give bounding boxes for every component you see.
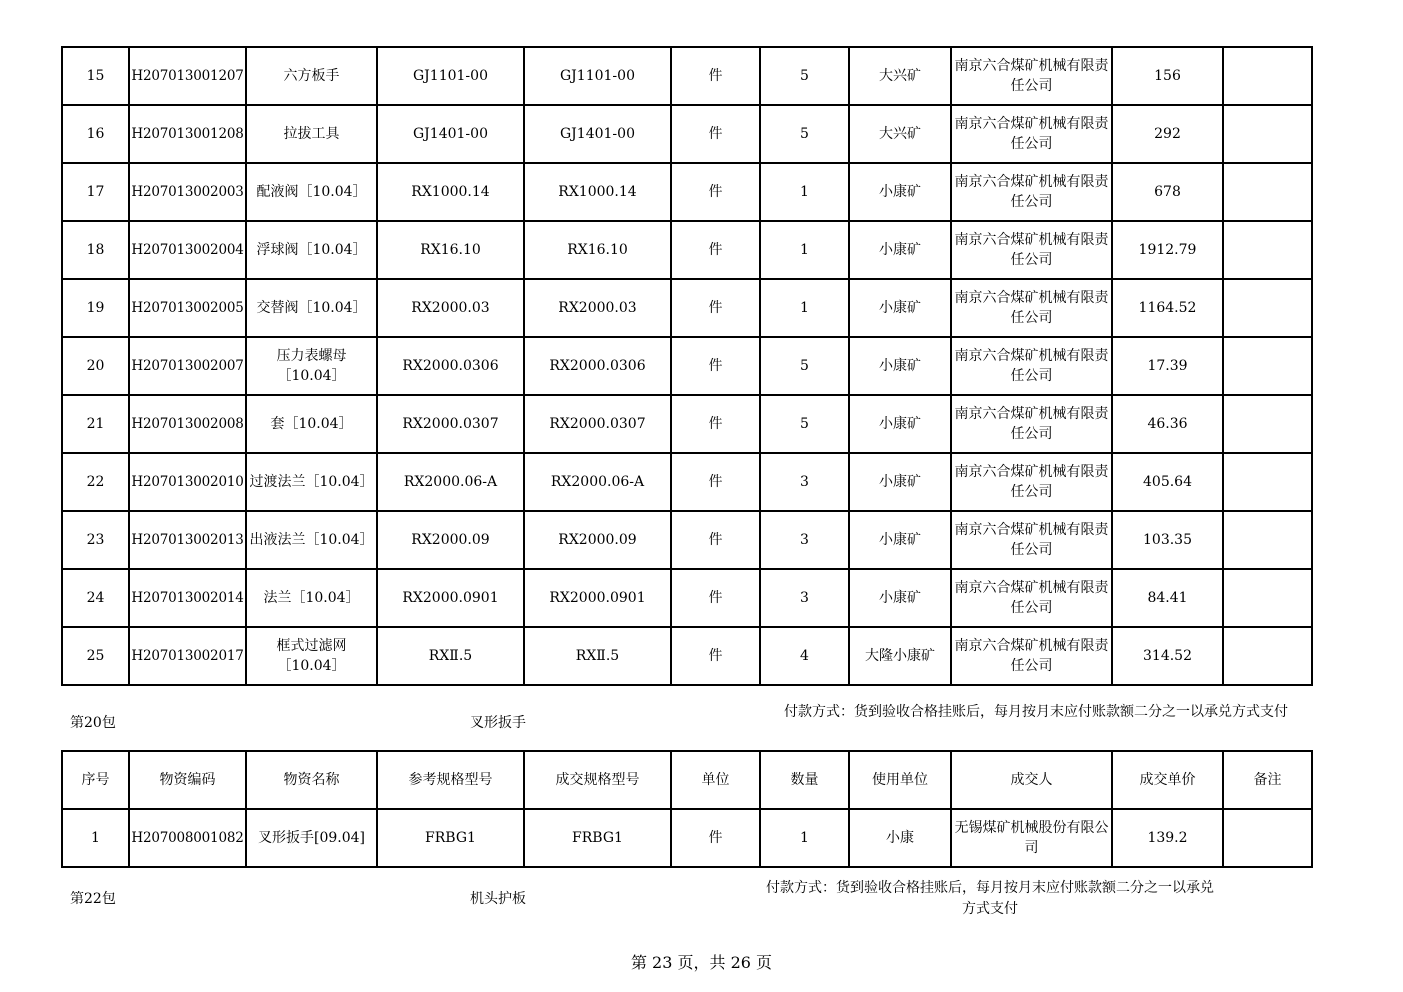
- cell-unit: 件: [671, 395, 760, 453]
- cell-user: 小康矿: [849, 453, 951, 511]
- cell-name: 六方板手: [246, 47, 377, 105]
- cell-code: H207013002008: [129, 395, 246, 453]
- table-row: [62, 337, 1312, 395]
- cell-code: H207013002010: [129, 453, 246, 511]
- header-qty: 数量: [760, 751, 849, 809]
- cell-deal-spec: RXⅡ.5: [524, 627, 671, 685]
- cell-user: 小康矿: [849, 511, 951, 569]
- cell-no: 21: [62, 395, 129, 453]
- cell-no: 19: [62, 279, 129, 337]
- cell-qty: 3: [760, 511, 849, 569]
- cell-deal-spec: GJ1401-00: [524, 105, 671, 163]
- cell-qty: 5: [760, 105, 849, 163]
- cell-name: 拉拔工具: [246, 105, 377, 163]
- cell-no: 17: [62, 163, 129, 221]
- payment-terms: 付款方式：货到验收合格挂账后，每月按月末应付账款额二分之一以承兑方式支付: [784, 704, 1288, 720]
- cell-ref-spec: RX2000.0307: [377, 395, 524, 453]
- cell-remark: [1223, 395, 1312, 453]
- cell-code: H207013002017: [129, 627, 246, 685]
- package-name: 叉形扳手: [470, 715, 526, 731]
- table-row: [62, 279, 1312, 337]
- cell-user: 小康矿: [849, 395, 951, 453]
- cell-qty: 5: [760, 47, 849, 105]
- cell-qty: 5: [760, 395, 849, 453]
- cell-deal-spec: RX2000.09: [524, 511, 671, 569]
- cell-price: 1164.52: [1112, 279, 1223, 337]
- cell-qty: 3: [760, 453, 849, 511]
- cell-deal-spec: RX1000.14: [524, 163, 671, 221]
- header-price: 成交单价: [1112, 751, 1223, 809]
- cell-code: H207013002004: [129, 221, 246, 279]
- table-row: [62, 627, 1312, 685]
- cell-price: 1912.79: [1112, 221, 1223, 279]
- cell-price: 84.41: [1112, 569, 1223, 627]
- cell-user: 大隆小康矿: [849, 627, 951, 685]
- cell-deal-spec: RX16.10: [524, 221, 671, 279]
- cell-dealer: 南京六合煤矿机械有限责任公司: [951, 221, 1112, 279]
- cell-user: 小康矿: [849, 337, 951, 395]
- cell-deal-spec: RX2000.0306: [524, 337, 671, 395]
- cell-dealer: 南京六合煤矿机械有限责任公司: [951, 47, 1112, 105]
- cell-unit: 件: [671, 627, 760, 685]
- cell-remark: [1223, 453, 1312, 511]
- cell-no: 18: [62, 221, 129, 279]
- cell-no: 23: [62, 511, 129, 569]
- cell-price: 156: [1112, 47, 1223, 105]
- cell-ref-spec: RX16.10: [377, 221, 524, 279]
- table-header-row: [62, 751, 1312, 809]
- cell-remark: [1223, 47, 1312, 105]
- cell-code: H207013002007: [129, 337, 246, 395]
- table-row: [62, 163, 1312, 221]
- header-name: 物资名称: [246, 751, 377, 809]
- cell-unit: 件: [671, 221, 760, 279]
- table-row: [62, 569, 1312, 627]
- cell-price: 292: [1112, 105, 1223, 163]
- cell-name: 交替阀［10.04］: [246, 279, 377, 337]
- header-deal-spec: 成交规格型号: [524, 751, 671, 809]
- cell-unit: 件: [671, 279, 760, 337]
- cell-qty: 1: [760, 163, 849, 221]
- cell-dealer: 南京六合煤矿机械有限责任公司: [951, 395, 1112, 453]
- payment-terms: 付款方式：货到验收合格挂账后，每月按月末应付账款额二分之一以承兑方式支付: [766, 880, 1214, 917]
- cell-no: 20: [62, 337, 129, 395]
- cell-deal-spec: RX2000.0901: [524, 569, 671, 627]
- header-ref-spec: 参考规格型号: [377, 751, 524, 809]
- cell-remark: [1223, 163, 1312, 221]
- cell-ref-spec: RX2000.0306: [377, 337, 524, 395]
- cell-ref-spec: RX2000.03: [377, 279, 524, 337]
- header-unit: 单位: [671, 751, 760, 809]
- cell-price: 17.39: [1112, 337, 1223, 395]
- cell-unit: 件: [671, 511, 760, 569]
- cell-remark: [1223, 809, 1312, 867]
- cell-deal-spec: GJ1101-00: [524, 47, 671, 105]
- cell-name: 浮球阀［10.04］: [246, 221, 377, 279]
- cell-user: 小康矿: [849, 221, 951, 279]
- cell-unit: 件: [671, 163, 760, 221]
- cell-user: 大兴矿: [849, 105, 951, 163]
- cell-qty: 1: [760, 809, 849, 867]
- cell-price: 314.52: [1112, 627, 1223, 685]
- cell-ref-spec: RX2000.06-A: [377, 453, 524, 511]
- cell-no: 15: [62, 47, 129, 105]
- cell-qty: 5: [760, 337, 849, 395]
- cell-deal-spec: RX2000.0307: [524, 395, 671, 453]
- cell-ref-spec: FRBG1: [377, 809, 524, 867]
- cell-dealer: 南京六合煤矿机械有限责任公司: [951, 569, 1112, 627]
- cell-name: 压力表螺母［10.04］: [246, 337, 377, 395]
- cell-unit: 件: [671, 569, 760, 627]
- table-row: [62, 105, 1312, 163]
- package-label: 第22包: [70, 891, 116, 907]
- cell-no: 25: [62, 627, 129, 685]
- cell-code: H207013001208: [129, 105, 246, 163]
- table-row: [62, 511, 1312, 569]
- cell-user: 小康矿: [849, 279, 951, 337]
- cell-ref-spec: RX1000.14: [377, 163, 524, 221]
- cell-name: 法兰［10.04］: [246, 569, 377, 627]
- cell-qty: 1: [760, 221, 849, 279]
- cell-dealer: 南京六合煤矿机械有限责任公司: [951, 163, 1112, 221]
- cell-user: 小康矿: [849, 163, 951, 221]
- cell-price: 103.35: [1112, 511, 1223, 569]
- cell-user: 小康: [849, 809, 951, 867]
- cell-dealer: 南京六合煤矿机械有限责任公司: [951, 627, 1112, 685]
- cell-dealer: 南京六合煤矿机械有限责任公司: [951, 105, 1112, 163]
- cell-no: 16: [62, 105, 129, 163]
- cell-ref-spec: RXⅡ.5: [377, 627, 524, 685]
- cell-ref-spec: RX2000.09: [377, 511, 524, 569]
- cell-name: 过渡法兰［10.04］: [246, 453, 377, 511]
- cell-user: 大兴矿: [849, 47, 951, 105]
- table-row: [62, 47, 1312, 105]
- header-user: 使用单位: [849, 751, 951, 809]
- cell-deal-spec: RX2000.03: [524, 279, 671, 337]
- cell-price: 46.36: [1112, 395, 1223, 453]
- cell-name: 套［10.04］: [246, 395, 377, 453]
- cell-dealer: 南京六合煤矿机械有限责任公司: [951, 511, 1112, 569]
- cell-remark: [1223, 627, 1312, 685]
- cell-code: H207008001082: [129, 809, 246, 867]
- cell-qty: 3: [760, 569, 849, 627]
- cell-remark: [1223, 221, 1312, 279]
- cell-deal-spec: FRBG1: [524, 809, 671, 867]
- cell-name: 框式过滤网［10.04］: [246, 627, 377, 685]
- cell-dealer: 无锡煤矿机械股份有限公司: [951, 809, 1112, 867]
- package-label: 第20包: [70, 715, 116, 731]
- cell-code: H207013001207: [129, 47, 246, 105]
- cell-remark: [1223, 569, 1312, 627]
- cell-qty: 4: [760, 627, 849, 685]
- cell-code: H207013002003: [129, 163, 246, 221]
- cell-user: 小康矿: [849, 569, 951, 627]
- cell-code: H207013002013: [129, 511, 246, 569]
- cell-no: 1: [62, 809, 129, 867]
- cell-code: H207013002014: [129, 569, 246, 627]
- cell-remark: [1223, 279, 1312, 337]
- cell-ref-spec: GJ1401-00: [377, 105, 524, 163]
- table-row: [62, 809, 1312, 867]
- cell-name: 出液法兰［10.04］: [246, 511, 377, 569]
- cell-remark: [1223, 511, 1312, 569]
- table-row: [62, 221, 1312, 279]
- cell-code: H207013002005: [129, 279, 246, 337]
- cell-dealer: 南京六合煤矿机械有限责任公司: [951, 279, 1112, 337]
- cell-remark: [1223, 337, 1312, 395]
- header-dealer: 成交人: [951, 751, 1112, 809]
- header-remark: 备注: [1223, 751, 1312, 809]
- cell-price: 405.64: [1112, 453, 1223, 511]
- header-no: 序号: [62, 751, 129, 809]
- cell-ref-spec: GJ1101-00: [377, 47, 524, 105]
- cell-price: 139.2: [1112, 809, 1223, 867]
- procurement-table-continued: [61, 46, 1313, 686]
- table-row: [62, 395, 1312, 453]
- cell-unit: 件: [671, 47, 760, 105]
- cell-no: 22: [62, 453, 129, 511]
- table-row: [62, 453, 1312, 511]
- cell-ref-spec: RX2000.0901: [377, 569, 524, 627]
- procurement-table-package-20: [61, 750, 1313, 868]
- cell-unit: 件: [671, 453, 760, 511]
- cell-price: 678: [1112, 163, 1223, 221]
- cell-dealer: 南京六合煤矿机械有限责任公司: [951, 453, 1112, 511]
- cell-unit: 件: [671, 337, 760, 395]
- cell-unit: 件: [671, 809, 760, 867]
- header-code: 物资编码: [129, 751, 246, 809]
- cell-remark: [1223, 105, 1312, 163]
- cell-name: 配液阀［10.04］: [246, 163, 377, 221]
- cell-deal-spec: RX2000.06-A: [524, 453, 671, 511]
- package-name: 机头护板: [470, 891, 526, 907]
- cell-unit: 件: [671, 105, 760, 163]
- cell-qty: 1: [760, 279, 849, 337]
- cell-dealer: 南京六合煤矿机械有限责任公司: [951, 337, 1112, 395]
- cell-name: 叉形扳手[09.04]: [246, 809, 377, 867]
- cell-no: 24: [62, 569, 129, 627]
- page-footer: 第 23 页，共 26 页: [630, 953, 773, 972]
